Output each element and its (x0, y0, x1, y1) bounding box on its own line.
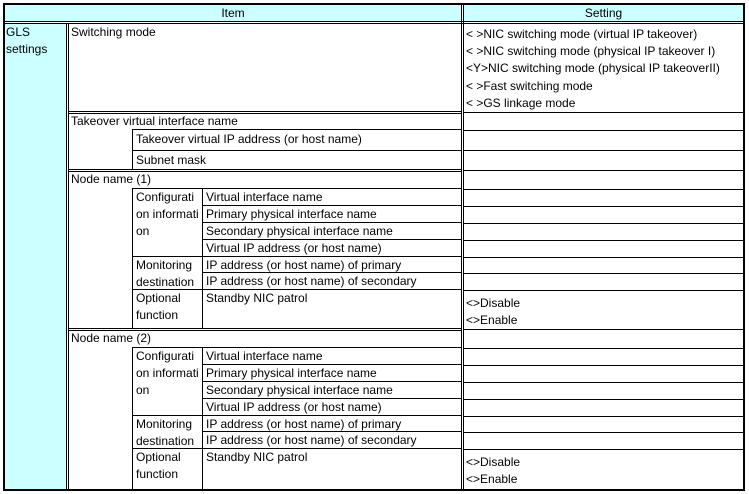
switching-option: <Y>NIC switching mode (physical IP takeoverII) (466, 61, 720, 75)
header-setting: Setting (464, 5, 743, 22)
switching-option: < >NIC switching mode (physical IP takeover I) (466, 44, 716, 58)
optional-function-label: Optional function (136, 450, 181, 481)
config-item: Primary physical interface name (206, 366, 377, 380)
config-item: Primary physical interface name (206, 207, 377, 221)
config-item: Virtual IP address (or host name) (206, 241, 382, 255)
monitoring-label: Monitoring destination (136, 258, 195, 289)
enable-option: <>Enable (466, 472, 518, 486)
group-cell (5, 24, 66, 489)
switching-option: < >NIC switching mode (virtual IP takeover) (466, 27, 698, 41)
optional-function-label: Optional function (136, 291, 181, 322)
switching-option: < >GS linkage mode (466, 96, 576, 110)
configuration-label: Configuration information (136, 349, 199, 397)
monitoring-label: Monitoring destination (136, 417, 195, 448)
switching-option: < >Fast switching mode (466, 79, 593, 93)
monitor-item: IP address (or host name) of secondary (206, 274, 417, 288)
config-item: Secondary physical interface name (206, 224, 393, 238)
standby-nic-patrol-label: Standby NIC patrol (206, 450, 308, 464)
config-item: Virtual IP address (or host name) (206, 400, 382, 414)
configuration-label: Configuration information (136, 190, 199, 238)
enable-option: <>Enable (466, 313, 518, 327)
node-name-label: Node name (1) (71, 172, 152, 186)
header-item: Item (5, 5, 461, 22)
switching-mode-label: Switching mode (71, 25, 156, 39)
config-item: Secondary physical interface name (206, 383, 393, 397)
subnet-mask-label: Subnet mask (136, 153, 207, 167)
monitor-item: IP address (or host name) of primary (206, 417, 402, 431)
disable-option: <>Disable (466, 296, 521, 310)
takeover-interface-label: Takeover virtual interface name (71, 114, 238, 128)
config-item: Virtual interface name (206, 349, 323, 363)
standby-nic-patrol-label: Standby NIC patrol (206, 291, 308, 305)
config-item: Virtual interface name (206, 190, 323, 204)
takeover-ip-label: Takeover virtual IP address (or host name) (136, 132, 362, 146)
monitor-item: IP address (or host name) of primary (206, 258, 402, 272)
group-label: GLS settings (6, 25, 48, 56)
node-name-label: Node name (2) (71, 331, 152, 345)
monitor-item: IP address (or host name) of secondary (206, 433, 417, 447)
disable-option: <>Disable (466, 455, 521, 469)
